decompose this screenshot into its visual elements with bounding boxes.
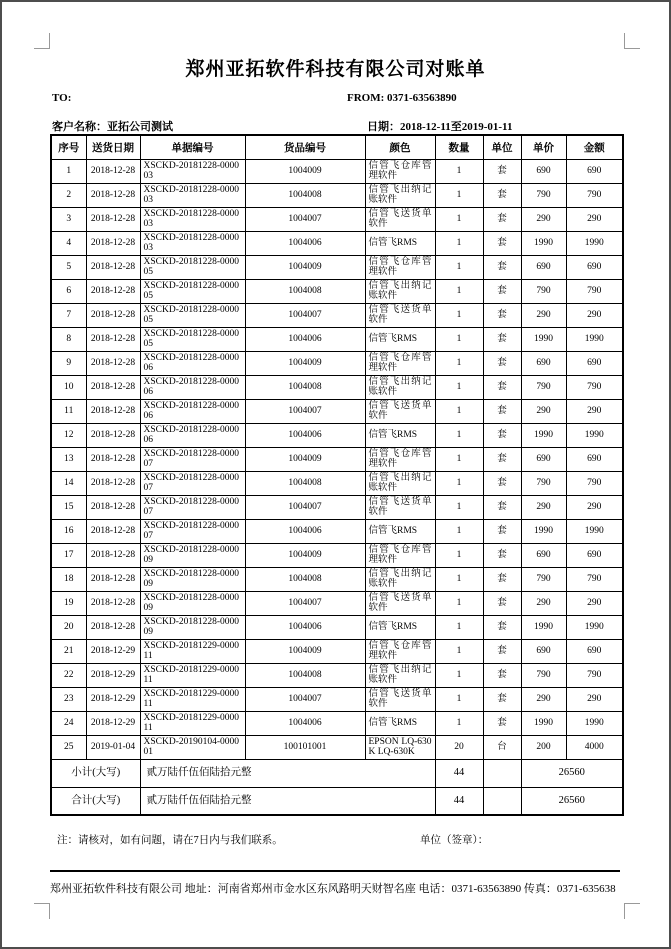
cell-delivery-date: 2018-12-28 bbox=[86, 471, 140, 495]
cell-doc-number: XSCKD-20181228-000003 bbox=[140, 231, 245, 255]
total-amount: 26560 bbox=[521, 787, 623, 815]
footer-company-info: 郑州亚拓软件科技有限公司 地址：河南省郑州市金水区东风路明天财智名座 电话：0371-63563890 传真：0371-635638 bbox=[50, 883, 616, 895]
cell-amount: 690 bbox=[566, 447, 623, 471]
cell-index: 17 bbox=[51, 543, 86, 567]
cell-quantity: 1 bbox=[435, 255, 483, 279]
cell-delivery-date: 2018-12-28 bbox=[86, 375, 140, 399]
cell-unit-price: 290 bbox=[521, 591, 566, 615]
page-title: 郑州亚拓软件科技有限公司对账单 bbox=[185, 59, 486, 80]
cell-amount: 690 bbox=[566, 255, 623, 279]
cell-index: 14 bbox=[51, 471, 86, 495]
cell-index: 3 bbox=[51, 207, 86, 231]
from-phone bbox=[347, 92, 457, 104]
cell-index: 7 bbox=[51, 303, 86, 327]
cell-product-number: 1004007 bbox=[245, 303, 365, 327]
statement-table bbox=[50, 134, 624, 816]
to-label: TO: bbox=[52, 92, 72, 104]
table-row bbox=[51, 519, 623, 543]
cell-quantity: 1 bbox=[435, 543, 483, 567]
cell-unit: 套 bbox=[483, 375, 521, 399]
cell-delivery-date: 2018-12-29 bbox=[86, 639, 140, 663]
cell-delivery-date: 2018-12-28 bbox=[86, 255, 140, 279]
cell-product-number: 1004007 bbox=[245, 495, 365, 519]
cell-doc-number: XSCKD-20181228-000005 bbox=[140, 303, 245, 327]
header-unit: 单位 bbox=[483, 135, 521, 159]
cell-amount: 690 bbox=[566, 351, 623, 375]
cell-quantity: 1 bbox=[435, 399, 483, 423]
header-index: 序号 bbox=[51, 135, 86, 159]
cell-doc-number: XSCKD-20181228-000007 bbox=[140, 519, 245, 543]
cell-unit-price: 290 bbox=[521, 399, 566, 423]
crop-mark-top-right bbox=[624, 33, 640, 49]
cell-index: 16 bbox=[51, 519, 86, 543]
table-header-row bbox=[51, 135, 623, 159]
cell-product-number: 1004007 bbox=[245, 207, 365, 231]
cell-color: 信管飞仓库管理软件 bbox=[365, 255, 435, 279]
cell-product-number: 1004006 bbox=[245, 231, 365, 255]
header-unit-price: 单价 bbox=[521, 135, 566, 159]
cell-unit: 套 bbox=[483, 447, 521, 471]
cell-doc-number: XSCKD-20181228-000005 bbox=[140, 255, 245, 279]
cell-amount: 290 bbox=[566, 591, 623, 615]
subtotal-row bbox=[51, 759, 623, 787]
cell-doc-number: XSCKD-20181228-000003 bbox=[140, 207, 245, 231]
cell-delivery-date: 2018-12-28 bbox=[86, 183, 140, 207]
cell-delivery-date: 2018-12-28 bbox=[86, 567, 140, 591]
cell-unit: 套 bbox=[483, 519, 521, 543]
cell-color: 信管飞仓库管理软件 bbox=[365, 351, 435, 375]
cell-unit-price: 290 bbox=[521, 495, 566, 519]
cell-doc-number: XSCKD-20181229-000011 bbox=[140, 639, 245, 663]
cell-product-number: 1004007 bbox=[245, 687, 365, 711]
cell-unit: 套 bbox=[483, 687, 521, 711]
cell-color: 信管飞送货单软件 bbox=[365, 687, 435, 711]
cell-quantity: 1 bbox=[435, 663, 483, 687]
cell-product-number: 1004009 bbox=[245, 159, 365, 183]
cell-index: 22 bbox=[51, 663, 86, 687]
cell-product-number: 1004008 bbox=[245, 471, 365, 495]
cell-color: 信管飞RMS bbox=[365, 615, 435, 639]
cell-unit: 套 bbox=[483, 159, 521, 183]
header-color: 颜色 bbox=[365, 135, 435, 159]
cell-color: 信管飞仓库管理软件 bbox=[365, 639, 435, 663]
cell-unit: 套 bbox=[483, 567, 521, 591]
cell-unit: 套 bbox=[483, 399, 521, 423]
cell-product-number: 1004006 bbox=[245, 615, 365, 639]
cell-delivery-date: 2018-12-28 bbox=[86, 495, 140, 519]
cell-unit: 套 bbox=[483, 351, 521, 375]
date-label: 日期： bbox=[367, 121, 400, 133]
cell-doc-number: XSCKD-20181228-000005 bbox=[140, 327, 245, 351]
table-row bbox=[51, 495, 623, 519]
footer-divider bbox=[50, 870, 620, 872]
cell-delivery-date: 2018-12-29 bbox=[86, 711, 140, 735]
table-row bbox=[51, 423, 623, 447]
cell-index: 23 bbox=[51, 687, 86, 711]
cell-product-number: 1004008 bbox=[245, 183, 365, 207]
cell-quantity: 1 bbox=[435, 711, 483, 735]
cell-index: 2 bbox=[51, 183, 86, 207]
cell-unit: 台 bbox=[483, 735, 521, 759]
cell-product-number: 1004009 bbox=[245, 351, 365, 375]
cell-product-number: 1004009 bbox=[245, 543, 365, 567]
cell-unit-price: 690 bbox=[521, 351, 566, 375]
cell-index: 8 bbox=[51, 327, 86, 351]
cell-unit: 套 bbox=[483, 279, 521, 303]
cell-delivery-date: 2018-12-28 bbox=[86, 615, 140, 639]
cell-delivery-date: 2018-12-28 bbox=[86, 423, 140, 447]
cell-delivery-date: 2018-12-28 bbox=[86, 207, 140, 231]
cell-index: 4 bbox=[51, 231, 86, 255]
cell-doc-number: XSCKD-20181228-000007 bbox=[140, 495, 245, 519]
cell-color: 信管飞送货单软件 bbox=[365, 303, 435, 327]
cell-quantity: 1 bbox=[435, 375, 483, 399]
cell-unit-price: 200 bbox=[521, 735, 566, 759]
cell-quantity: 1 bbox=[435, 231, 483, 255]
customer-date-row bbox=[2, 118, 669, 134]
table-row bbox=[51, 351, 623, 375]
cell-color: 信管飞送货单软件 bbox=[365, 207, 435, 231]
cell-delivery-date: 2018-12-28 bbox=[86, 447, 140, 471]
header-doc-number: 单据编号 bbox=[140, 135, 245, 159]
cell-index: 9 bbox=[51, 351, 86, 375]
cell-doc-number: XSCKD-20190104-000001 bbox=[140, 735, 245, 759]
cell-quantity: 1 bbox=[435, 351, 483, 375]
cell-doc-number: XSCKD-20181228-000005 bbox=[140, 279, 245, 303]
cell-doc-number: XSCKD-20181229-000011 bbox=[140, 711, 245, 735]
cell-quantity: 1 bbox=[435, 207, 483, 231]
table-row bbox=[51, 255, 623, 279]
cell-delivery-date: 2019-01-04 bbox=[86, 735, 140, 759]
note-text: 注：请核对，如有问题，请在7日内与我们联系。 bbox=[57, 835, 283, 846]
cell-delivery-date: 2018-12-28 bbox=[86, 591, 140, 615]
cell-amount: 1990 bbox=[566, 231, 623, 255]
cell-amount: 290 bbox=[566, 303, 623, 327]
cell-unit: 套 bbox=[483, 543, 521, 567]
cell-index: 13 bbox=[51, 447, 86, 471]
cell-color: 信管飞送货单软件 bbox=[365, 495, 435, 519]
cell-delivery-date: 2018-12-28 bbox=[86, 399, 140, 423]
cell-unit: 套 bbox=[483, 231, 521, 255]
cell-quantity: 1 bbox=[435, 615, 483, 639]
subtotal-unit-cell bbox=[483, 759, 521, 787]
date-range bbox=[367, 118, 512, 134]
cell-color: 信管飞RMS bbox=[365, 711, 435, 735]
cell-unit-price: 1990 bbox=[521, 423, 566, 447]
cell-doc-number: XSCKD-20181228-000009 bbox=[140, 543, 245, 567]
cell-color: 信管飞送货单软件 bbox=[365, 399, 435, 423]
cell-color: 信管飞出纳记账软件 bbox=[365, 279, 435, 303]
cell-index: 12 bbox=[51, 423, 86, 447]
cell-color: 信管飞RMS bbox=[365, 423, 435, 447]
table-row bbox=[51, 639, 623, 663]
cell-quantity: 1 bbox=[435, 591, 483, 615]
table-row bbox=[51, 735, 623, 759]
header-quantity: 数量 bbox=[435, 135, 483, 159]
cell-unit-price: 1990 bbox=[521, 231, 566, 255]
table-row bbox=[51, 327, 623, 351]
cell-color: 信管飞仓库管理软件 bbox=[365, 543, 435, 567]
cell-doc-number: XSCKD-20181228-000006 bbox=[140, 375, 245, 399]
cell-amount: 790 bbox=[566, 471, 623, 495]
table-row bbox=[51, 615, 623, 639]
cell-unit-price: 1990 bbox=[521, 711, 566, 735]
crop-mark-bottom-right bbox=[624, 903, 640, 919]
cell-delivery-date: 2018-12-28 bbox=[86, 231, 140, 255]
note-row bbox=[2, 832, 669, 848]
cell-color: 信管飞仓库管理软件 bbox=[365, 159, 435, 183]
cell-doc-number: XSCKD-20181229-000011 bbox=[140, 663, 245, 687]
header-product-number: 货品编号 bbox=[245, 135, 365, 159]
cell-doc-number: XSCKD-20181228-000003 bbox=[140, 159, 245, 183]
customer-value: 亚拓公司测试 bbox=[107, 121, 173, 133]
table-row bbox=[51, 399, 623, 423]
cell-quantity: 1 bbox=[435, 495, 483, 519]
cell-color: 信管飞出纳记账软件 bbox=[365, 183, 435, 207]
cell-quantity: 20 bbox=[435, 735, 483, 759]
cell-amount: 790 bbox=[566, 279, 623, 303]
table-row bbox=[51, 159, 623, 183]
date-value: 2018-12-11至2019-01-11 bbox=[400, 121, 513, 133]
cell-color: EPSON LQ-630K LQ-630K bbox=[365, 735, 435, 759]
cell-unit: 套 bbox=[483, 639, 521, 663]
cell-unit: 套 bbox=[483, 183, 521, 207]
table-row bbox=[51, 375, 623, 399]
cell-unit: 套 bbox=[483, 663, 521, 687]
cell-amount: 790 bbox=[566, 375, 623, 399]
cell-unit: 套 bbox=[483, 591, 521, 615]
cell-doc-number: XSCKD-20181228-000009 bbox=[140, 567, 245, 591]
cell-index: 24 bbox=[51, 711, 86, 735]
table-row bbox=[51, 231, 623, 255]
cell-unit: 套 bbox=[483, 471, 521, 495]
cell-product-number: 1004006 bbox=[245, 711, 365, 735]
cell-index: 20 bbox=[51, 615, 86, 639]
cell-unit-price: 290 bbox=[521, 303, 566, 327]
cell-delivery-date: 2018-12-28 bbox=[86, 279, 140, 303]
cell-quantity: 1 bbox=[435, 327, 483, 351]
cell-quantity: 1 bbox=[435, 303, 483, 327]
cell-amount: 690 bbox=[566, 543, 623, 567]
subtotal-quantity: 44 bbox=[435, 759, 483, 787]
cell-unit: 套 bbox=[483, 495, 521, 519]
cell-product-number: 1004008 bbox=[245, 279, 365, 303]
subtotal-label: 小计(大写) bbox=[51, 759, 140, 787]
table-row bbox=[51, 207, 623, 231]
cell-amount: 1990 bbox=[566, 327, 623, 351]
total-unit-cell bbox=[483, 787, 521, 815]
cell-amount: 790 bbox=[566, 663, 623, 687]
from-value: 0371-63563890 bbox=[387, 92, 457, 104]
cell-doc-number: XSCKD-20181229-000011 bbox=[140, 687, 245, 711]
cell-quantity: 1 bbox=[435, 471, 483, 495]
cell-unit-price: 690 bbox=[521, 639, 566, 663]
header-delivery-date: 送货日期 bbox=[86, 135, 140, 159]
cell-product-number: 1004008 bbox=[245, 375, 365, 399]
cell-doc-number: XSCKD-20181228-000009 bbox=[140, 591, 245, 615]
cell-index: 21 bbox=[51, 639, 86, 663]
cell-amount: 290 bbox=[566, 495, 623, 519]
cell-product-number: 1004007 bbox=[245, 399, 365, 423]
cell-color: 信管飞RMS bbox=[365, 231, 435, 255]
cell-amount: 290 bbox=[566, 687, 623, 711]
cell-amount: 690 bbox=[566, 639, 623, 663]
cell-index: 1 bbox=[51, 159, 86, 183]
cell-color: 信管飞出纳记账软件 bbox=[365, 471, 435, 495]
cell-quantity: 1 bbox=[435, 567, 483, 591]
cell-doc-number: XSCKD-20181228-000007 bbox=[140, 471, 245, 495]
cell-doc-number: XSCKD-20181228-000009 bbox=[140, 615, 245, 639]
cell-product-number: 1004008 bbox=[245, 567, 365, 591]
cell-index: 15 bbox=[51, 495, 86, 519]
cell-unit-price: 1990 bbox=[521, 327, 566, 351]
cell-color: 信管飞仓库管理软件 bbox=[365, 447, 435, 471]
cell-color: 信管飞RMS bbox=[365, 519, 435, 543]
cell-color: 信管飞出纳记账软件 bbox=[365, 375, 435, 399]
cell-quantity: 1 bbox=[435, 639, 483, 663]
customer-label: 客户名称： bbox=[52, 121, 107, 133]
table-row bbox=[51, 687, 623, 711]
cell-unit-price: 690 bbox=[521, 159, 566, 183]
subtotal-amount: 26560 bbox=[521, 759, 623, 787]
cell-amount: 690 bbox=[566, 159, 623, 183]
cell-unit-price: 690 bbox=[521, 255, 566, 279]
cell-delivery-date: 2018-12-28 bbox=[86, 519, 140, 543]
cell-amount: 790 bbox=[566, 567, 623, 591]
cell-amount: 790 bbox=[566, 183, 623, 207]
cell-product-number: 1004007 bbox=[245, 591, 365, 615]
cell-index: 25 bbox=[51, 735, 86, 759]
cell-product-number: 1004009 bbox=[245, 255, 365, 279]
cell-unit: 套 bbox=[483, 207, 521, 231]
total-amount-words: 贰万陆仟伍佰陆拾元整 bbox=[140, 787, 435, 815]
cell-doc-number: XSCKD-20181228-000006 bbox=[140, 423, 245, 447]
total-label: 合计(大写) bbox=[51, 787, 140, 815]
cell-product-number: 1004006 bbox=[245, 327, 365, 351]
cell-unit: 套 bbox=[483, 255, 521, 279]
cell-unit-price: 790 bbox=[521, 567, 566, 591]
table-row bbox=[51, 591, 623, 615]
cell-delivery-date: 2018-12-29 bbox=[86, 663, 140, 687]
cell-doc-number: XSCKD-20181228-000006 bbox=[140, 351, 245, 375]
cell-delivery-date: 2018-12-29 bbox=[86, 687, 140, 711]
cell-unit-price: 790 bbox=[521, 471, 566, 495]
cell-unit-price: 690 bbox=[521, 447, 566, 471]
subtotal-amount-words: 贰万陆仟伍佰陆拾元整 bbox=[140, 759, 435, 787]
cell-doc-number: XSCKD-20181228-000006 bbox=[140, 399, 245, 423]
total-row bbox=[51, 787, 623, 815]
cell-unit: 套 bbox=[483, 423, 521, 447]
cell-quantity: 1 bbox=[435, 279, 483, 303]
cell-delivery-date: 2018-12-28 bbox=[86, 303, 140, 327]
to-from-row bbox=[2, 92, 669, 108]
cell-product-number: 1004008 bbox=[245, 663, 365, 687]
cell-unit: 套 bbox=[483, 711, 521, 735]
cell-unit-price: 690 bbox=[521, 543, 566, 567]
crop-mark-top-left bbox=[34, 33, 50, 49]
cell-doc-number: XSCKD-20181228-000003 bbox=[140, 183, 245, 207]
crop-mark-bottom-left bbox=[34, 903, 50, 919]
cell-index: 5 bbox=[51, 255, 86, 279]
cell-index: 11 bbox=[51, 399, 86, 423]
cell-product-number: 100101001 bbox=[245, 735, 365, 759]
cell-amount: 1990 bbox=[566, 615, 623, 639]
cell-color: 信管飞出纳记账软件 bbox=[365, 663, 435, 687]
cell-quantity: 1 bbox=[435, 423, 483, 447]
cell-delivery-date: 2018-12-28 bbox=[86, 159, 140, 183]
cell-index: 10 bbox=[51, 375, 86, 399]
cell-amount: 1990 bbox=[566, 711, 623, 735]
cell-index: 18 bbox=[51, 567, 86, 591]
cell-quantity: 1 bbox=[435, 159, 483, 183]
table-row bbox=[51, 663, 623, 687]
cell-amount: 4000 bbox=[566, 735, 623, 759]
cell-product-number: 1004006 bbox=[245, 423, 365, 447]
cell-quantity: 1 bbox=[435, 447, 483, 471]
customer-name bbox=[52, 118, 173, 134]
cell-product-number: 1004009 bbox=[245, 447, 365, 471]
cell-quantity: 1 bbox=[435, 687, 483, 711]
table-row bbox=[51, 279, 623, 303]
cell-quantity: 1 bbox=[435, 519, 483, 543]
cell-unit-price: 790 bbox=[521, 663, 566, 687]
cell-color: 信管飞RMS bbox=[365, 327, 435, 351]
cell-unit-price: 290 bbox=[521, 207, 566, 231]
cell-unit: 套 bbox=[483, 615, 521, 639]
cell-unit-price: 790 bbox=[521, 279, 566, 303]
table-row bbox=[51, 567, 623, 591]
seal-label: 单位（签章）： bbox=[420, 835, 489, 846]
table-row bbox=[51, 543, 623, 567]
table-row bbox=[51, 303, 623, 327]
header-amount: 金额 bbox=[566, 135, 623, 159]
from-label: FROM: bbox=[347, 92, 385, 104]
cell-product-number: 1004006 bbox=[245, 519, 365, 543]
cell-amount: 1990 bbox=[566, 519, 623, 543]
cell-unit-price: 1990 bbox=[521, 519, 566, 543]
cell-unit-price: 1990 bbox=[521, 615, 566, 639]
cell-delivery-date: 2018-12-28 bbox=[86, 351, 140, 375]
cell-product-number: 1004009 bbox=[245, 639, 365, 663]
cell-amount: 290 bbox=[566, 399, 623, 423]
cell-delivery-date: 2018-12-28 bbox=[86, 327, 140, 351]
cell-index: 6 bbox=[51, 279, 86, 303]
cell-unit-price: 790 bbox=[521, 183, 566, 207]
total-quantity: 44 bbox=[435, 787, 483, 815]
table-row bbox=[51, 447, 623, 471]
cell-color: 信管飞送货单软件 bbox=[365, 591, 435, 615]
cell-unit-price: 790 bbox=[521, 375, 566, 399]
cell-delivery-date: 2018-12-28 bbox=[86, 543, 140, 567]
table-body bbox=[51, 159, 623, 759]
cell-amount: 1990 bbox=[566, 423, 623, 447]
cell-unit: 套 bbox=[483, 327, 521, 351]
cell-unit: 套 bbox=[483, 303, 521, 327]
table-row bbox=[51, 471, 623, 495]
cell-quantity: 1 bbox=[435, 183, 483, 207]
cell-unit-price: 290 bbox=[521, 687, 566, 711]
cell-color: 信管飞出纳记账软件 bbox=[365, 567, 435, 591]
cell-index: 19 bbox=[51, 591, 86, 615]
cell-amount: 290 bbox=[566, 207, 623, 231]
table-row bbox=[51, 711, 623, 735]
table-row bbox=[51, 183, 623, 207]
cell-doc-number: XSCKD-20181228-000007 bbox=[140, 447, 245, 471]
